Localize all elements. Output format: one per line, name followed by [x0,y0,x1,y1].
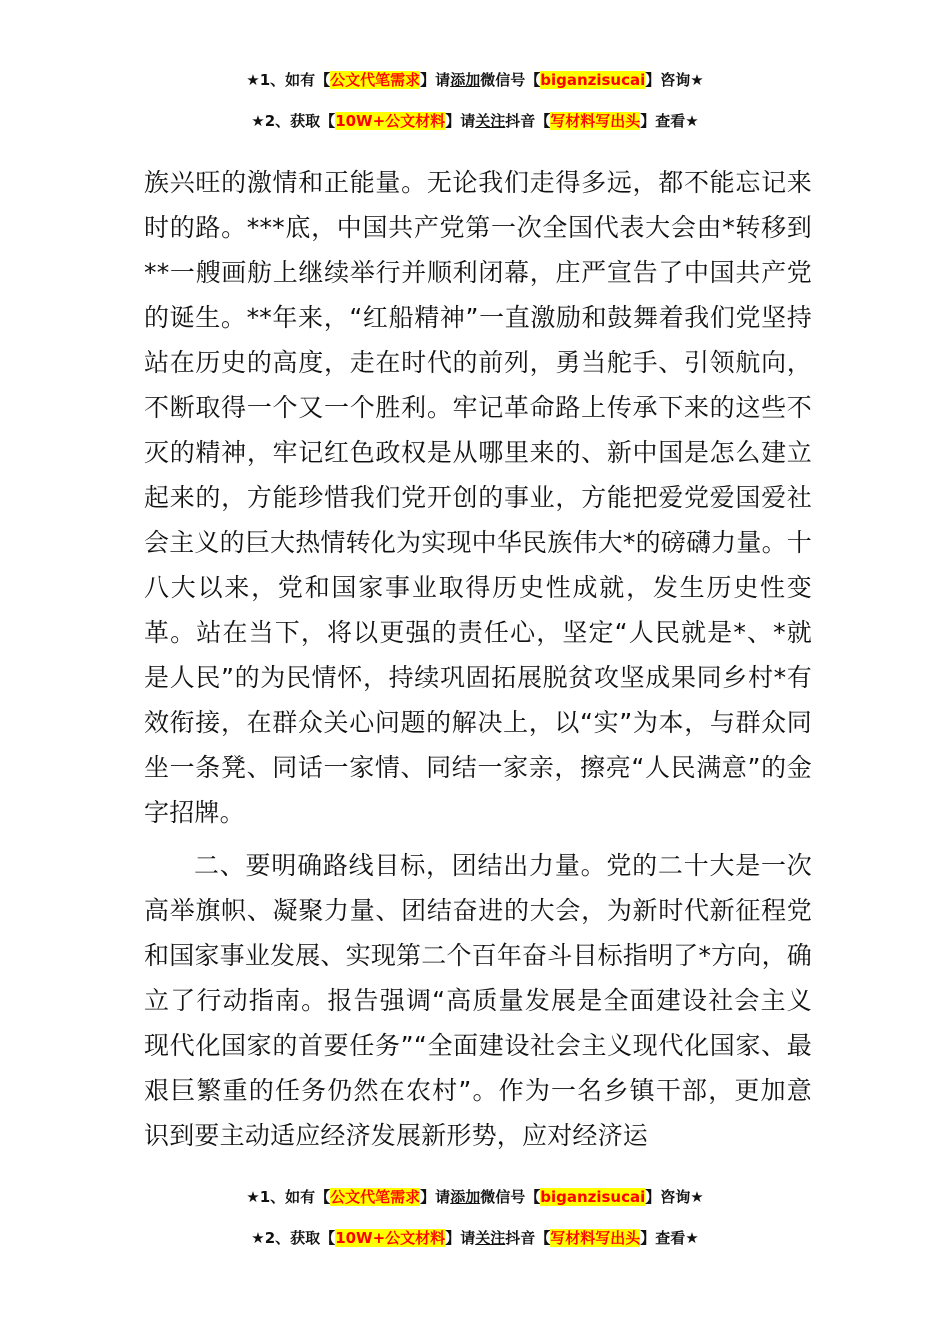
paragraph-continuation: 族兴旺的激情和正能量。无论我们走得多远，都不能忘记来时的路。***底，中国共产党第一次全国代表大会由*转移到**一艘画舫上继续举行并顺利闭幕，庄严宣告了中国共产党的诞生。**年来，“红船精神”一直激励和鼓舞着我们党坚持站在历史的高度，走在时代的前列，勇当舵手、引领航向，不断取得一个又一个胜利。牢记革命路上传承下来的这些不灭的精神，牢记红色政权是从哪里来的、新中国是怎么建立起来的，方能珍惜我们党开创的事业，方能把爱党爱国爱社会主义的巨大热情转化为实现中华民族伟大*的磅礴力量。十八大以来，党和国家事业取得历史性成就，发生历史性变革。站在当下，将以更强的责任心，坚定“人民就是*、*就是人民”的为民情怀，持续巩固拓展脱贫攻坚成果同乡村*有效衔接，在群众关心问题的解决上，以“实”为本，与群众同坐一条凳、同话一家情、同结一家亲，擦亮“人民满意”的金字招牌。 [144,168,812,827]
top-banner-line-1 [0,69,950,91]
banner-text: 】查看★ [640,1229,699,1247]
highlight-wechat-id: biganzisucai [540,1188,646,1206]
banner-text: 微信号【 [480,71,541,89]
top-banner-line-2 [0,110,950,132]
banner-text: ★2、获取【 [251,112,336,130]
bottom-banner-line-1 [0,1186,950,1208]
banner-text: 】请 [445,1229,476,1247]
banner-text: 】查看★ [640,112,699,130]
highlight-wechat-id: biganzisucai [540,71,646,89]
bottom-banner-line-2 [0,1227,950,1249]
banner-emphasis: 关注 [475,112,506,130]
banner-text: 】请 [420,1188,451,1206]
banner-text: 】咨询★ [645,1188,704,1206]
highlight-materials: 10W+公文材料 [335,1229,446,1247]
banner-emphasis: 关注 [475,1229,506,1247]
banner-text: 】咨询★ [645,71,704,89]
banner-text: 】请 [445,112,476,130]
paragraph-section-two: 二、要明确路线目标，团结出力量。党的二十大是一次高举旗帜、凝聚力量、团结奋进的大会，为新时代新征程党和国家事业发展、实现第二个百年奋斗目标指明了*方向，确立了行动指南。报告强调“高质量发展是全面建设社会主义现代化国家的首要任务”“全面建设社会主义现代化国家、最艰巨繁重的任务仍然在农村”。作为一名乡镇干部，更加意识到要主动适应经济发展新形势，应对经济运 [144,851,812,1150]
banner-emphasis: 添加 [450,1188,481,1206]
banner-text: ★2、获取【 [251,1229,336,1247]
banner-emphasis: 添加 [450,71,481,89]
banner-text: 】请 [420,71,451,89]
highlight-service: 公文代笔需求 [330,71,421,89]
banner-text: 抖音【 [505,1229,551,1247]
banner-text: 抖音【 [505,112,551,130]
highlight-service: 公文代笔需求 [330,1188,421,1206]
banner-text: ★1、如有【 [246,1188,331,1206]
banner-text: ★1、如有【 [246,71,331,89]
highlight-douyin-account: 写材料写出头 [550,1229,641,1247]
document-body [144,160,812,1158]
highlight-materials: 10W+公文材料 [335,112,446,130]
banner-text: 微信号【 [480,1188,541,1206]
highlight-douyin-account: 写材料写出头 [550,112,641,130]
